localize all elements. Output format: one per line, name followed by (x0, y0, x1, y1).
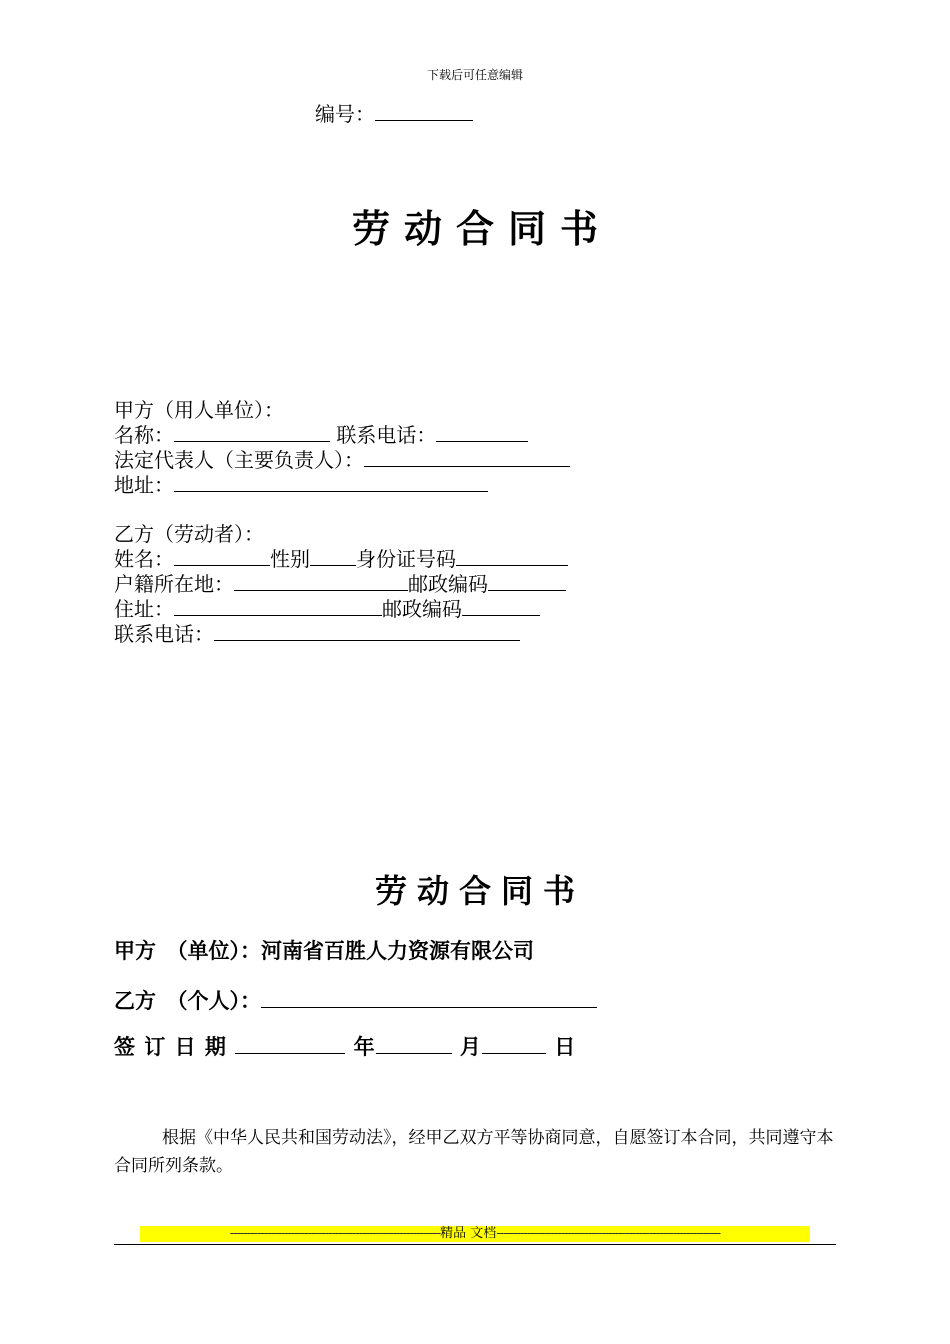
sign-year-blank (235, 1035, 345, 1054)
document-title: 劳动合同书 (351, 207, 612, 251)
party-b-gender-label: 性别 (270, 547, 310, 571)
party-b-hukou-line (114, 572, 566, 597)
party-b-phone-blank (214, 622, 520, 641)
intro-paragraph: 根据《中华人民共和国劳动法》，经甲乙双方平等协商同意，自愿签订本合同，共同遵守本合同所列条款。 (114, 1128, 834, 1176)
sign-year-label: 年 (353, 1035, 376, 1059)
sign-month-label: 月 (459, 1035, 482, 1059)
party-b-hukou-label: 户籍所在地： (114, 572, 234, 596)
party-b-residence-line (114, 597, 540, 622)
party-b-hukou-blank (234, 572, 408, 591)
party-b-name-blank (174, 547, 270, 566)
party-a-phone-blank (436, 423, 528, 442)
party-b-id-label: 身份证号码 (356, 547, 456, 571)
party-b-gender-blank (310, 547, 356, 566)
footer-rule (114, 1244, 836, 1245)
party-a-legal-rep-line (114, 448, 570, 473)
cover-party-b-label: 乙方 （个人）： (114, 989, 261, 1013)
party-b-phone-label: 联系电话： (114, 622, 214, 646)
cover-title: 劳动合同书 (374, 872, 585, 910)
footer-dashes-left: -------------------------------------------------------------- (229, 1226, 441, 1241)
party-a-name-label: 名称： (114, 423, 174, 447)
party-b-postcode-blank-2 (462, 597, 540, 616)
sign-date-label: 签 订 日 期 (114, 1035, 227, 1059)
footer-banner (140, 1226, 810, 1242)
party-b-postcode-blank (488, 572, 566, 591)
party-a-phone-label: 联系电话： (336, 423, 437, 447)
cover-party-a-value: 河南省百胜人力资源有限公司 (261, 939, 534, 963)
cover-party-b-line (114, 985, 597, 1015)
cover-party-a-label: 甲方 （单位）： (114, 939, 261, 963)
sign-day-blank (482, 1035, 546, 1054)
footer-label: 精品 文档 (440, 1226, 497, 1241)
party-b-postcode-label-2: 邮政编码 (382, 597, 462, 621)
party-b-postcode-label: 邮政编码 (408, 572, 488, 596)
serial-number-label: 编号： (315, 102, 375, 126)
party-b-id-blank (456, 547, 568, 566)
sign-month-blank (376, 1035, 452, 1054)
footer-dashes-right: ------------------------------------------------------------------ (496, 1226, 721, 1241)
party-a-name-line (114, 423, 528, 448)
party-a-legal-rep-blank (364, 448, 570, 467)
party-b-residence-label: 住址： (114, 597, 174, 621)
cover-party-a-line (114, 935, 534, 965)
sign-day-label: 日 (554, 1035, 577, 1059)
party-a-name-blank (174, 423, 330, 442)
party-a-legal-rep-label: 法定代表人（主要负责人）： (114, 448, 364, 472)
header-note: 下载后可任意编辑 (426, 68, 523, 82)
party-b-name-label: 姓名： (114, 547, 174, 571)
party-b-phone-line (114, 622, 520, 647)
party-b-name-line (114, 547, 568, 572)
cover-sign-date-line (114, 1031, 576, 1061)
party-b-heading: 乙方（劳动者）： (114, 522, 264, 546)
cover-party-b-blank (261, 989, 597, 1008)
serial-number-blank (375, 102, 473, 121)
party-a-address-blank (174, 473, 488, 492)
party-a-address-label: 地址： (114, 473, 174, 497)
serial-number-line (315, 98, 473, 127)
party-a-heading: 甲方（用人单位）： (114, 398, 284, 422)
party-b-residence-blank (174, 597, 382, 616)
party-a-address-line (114, 473, 488, 498)
